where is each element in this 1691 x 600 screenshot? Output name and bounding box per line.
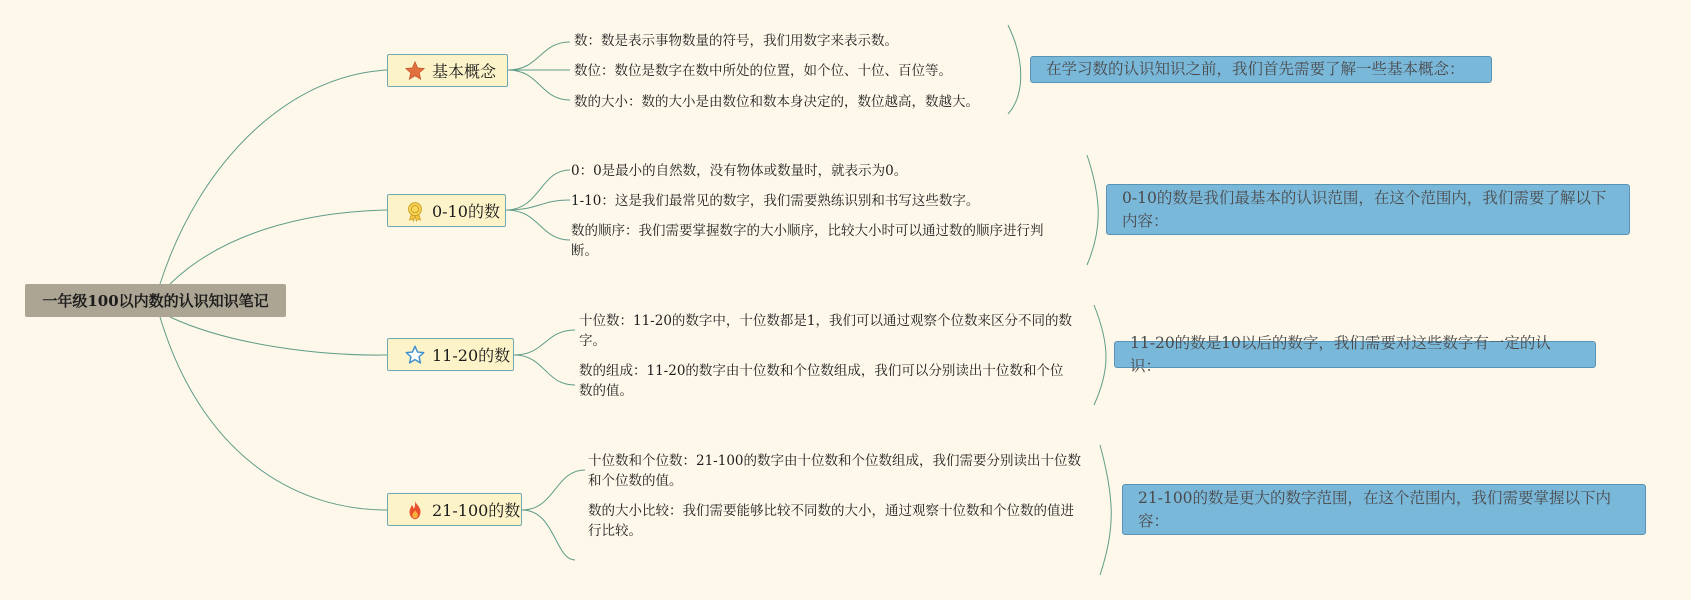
- topic2-branch-3: [506, 210, 570, 240]
- summary-brace-2: [1087, 155, 1098, 265]
- summary-callout[interactable]: [1106, 184, 1630, 235]
- summary-callout[interactable]: [1114, 333, 1596, 375]
- topic4-branch-1: [522, 470, 585, 510]
- topic-label: 21-100的数: [432, 501, 521, 520]
- summary-text: 21-100的数是更大的数字范围，在这个范围内，我们需要掌握以下内容：: [1138, 488, 1612, 530]
- list-item: 数的大小：数的大小是由数位和数本身决定的，数位越高，数越大。: [574, 94, 979, 110]
- list-item: 数的顺序：我们需要掌握数字的大小顺序，比较大小时可以通过数的顺序进行判断。: [571, 223, 1044, 259]
- list-item: 1-10：这是我们最常见的数字，我们需要熟练识别和书写这些数字。: [571, 193, 980, 209]
- root-connector-4: [160, 317, 387, 510]
- topic-basic-concepts[interactable]: [387, 54, 508, 87]
- topic-label: 11-20的数: [432, 346, 511, 365]
- topic3-branch-1: [514, 330, 575, 355]
- topic4-branch-2: [522, 510, 575, 560]
- root-connector-2: [170, 210, 387, 284]
- list-item: 数的组成：11-20的数字由十位数和个位数组成，我们可以分别读出十位数和个位数的值。: [579, 363, 1064, 399]
- summary-text: 11-20的数是10以后的数字，我们需要对这些数字有一定的认识：: [1130, 333, 1551, 375]
- topic1-branch-3: [508, 70, 570, 100]
- topic-11-20[interactable]: [387, 338, 514, 371]
- list-item: 数：数是表示事物数量的符号，我们用数字来表示数。: [574, 33, 898, 49]
- star-filled-icon: [404, 60, 426, 82]
- summary-brace-4: [1100, 445, 1111, 575]
- root-title: 一年级100以内数的认识知识笔记: [42, 292, 269, 310]
- medal-icon: [404, 200, 426, 222]
- topic-0-10[interactable]: [387, 194, 506, 227]
- list-item: 0：0是最小的自然数，没有物体或数量时，就表示为0。: [571, 163, 908, 179]
- root-topic[interactable]: [25, 284, 286, 317]
- list-item: 数位：数位是数字在数中所处的位置，如个位、十位、百位等。: [574, 63, 952, 79]
- summary-callout[interactable]: [1122, 484, 1646, 535]
- star-outline-icon: [404, 344, 426, 366]
- list-item: 十位数：11-20的数字中，十位数都是1，我们可以通过观察个位数来区分不同的数字。: [579, 313, 1073, 349]
- summary-text: 0-10的数是我们最基本的认识范围，在这个范围内，我们需要了解以下内容：: [1122, 188, 1607, 230]
- topic-label: 基本概念: [432, 62, 497, 81]
- topic3-branch-2: [514, 355, 575, 385]
- root-connector-1: [160, 70, 387, 284]
- topic-21-100[interactable]: [387, 493, 522, 526]
- root-connector-3: [170, 317, 387, 355]
- list-item: 数的大小比较：我们需要能够比较不同数的大小，通过观察十位数和个位数的值进行比较。: [588, 503, 1074, 539]
- flame-icon: [404, 499, 426, 521]
- topic2-branch-1: [506, 170, 570, 210]
- topic-label: 0-10的数: [432, 202, 500, 221]
- topic1-branch-1: [508, 42, 570, 70]
- summary-brace-1: [1008, 25, 1021, 114]
- summary-brace-3: [1094, 305, 1106, 405]
- summary-callout[interactable]: [1030, 56, 1492, 83]
- summary-text: 在学习数的认识知识之前，我们首先需要了解一些基本概念：: [1046, 60, 1465, 78]
- list-item: 十位数和个位数：21-100的数字由十位数和个位数组成，我们需要分别读出十位数和个位数的值。: [588, 453, 1082, 489]
